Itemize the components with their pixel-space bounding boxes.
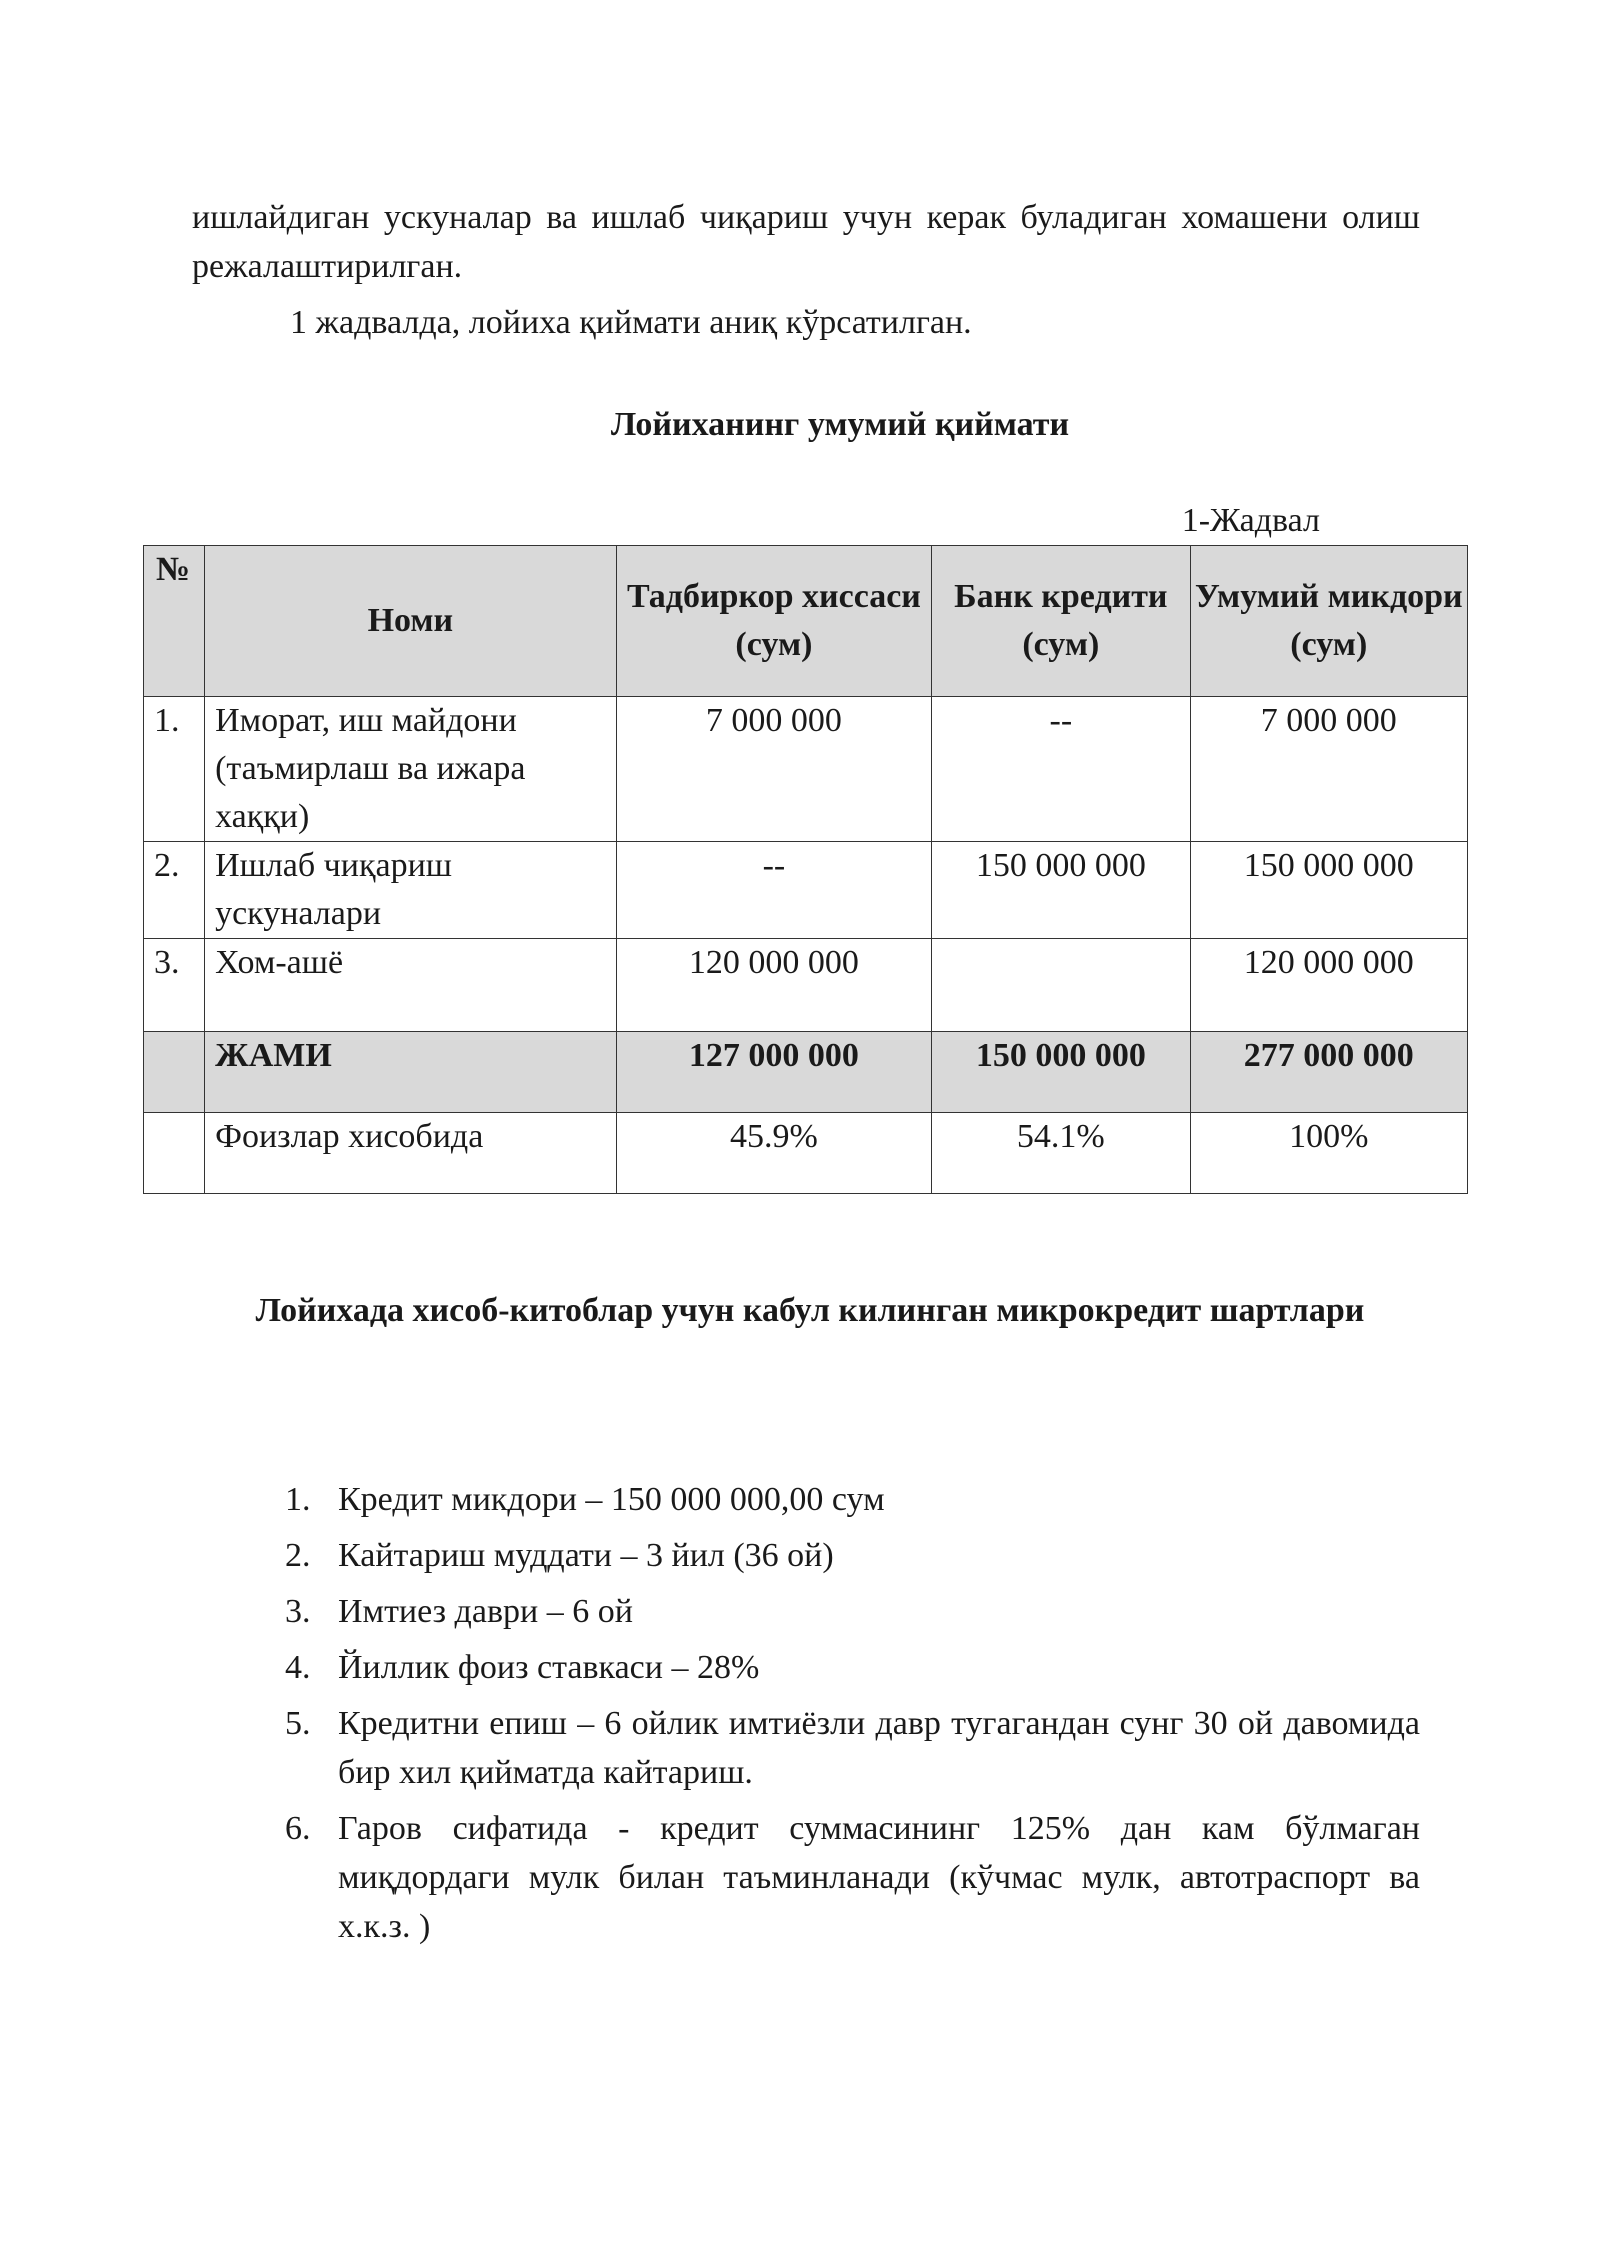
cell-name: ЖАМИ <box>205 1032 617 1113</box>
list-item <box>285 1643 1420 1692</box>
cell-name: Ишлаб чиқариш ускуналари <box>205 842 617 939</box>
cell-name: Иморат, иш майдони (таъмирлаш ва ижара хаққи) <box>205 697 617 842</box>
list-item-number: 6. <box>285 1810 311 1847</box>
cell-bank: 54.1% <box>932 1113 1190 1194</box>
list-item-number: 4. <box>285 1649 311 1686</box>
cell-total: 100% <box>1190 1113 1467 1194</box>
header-own-share: Тадбиркор хиссаси (сум) <box>616 546 931 697</box>
header-name: Номи <box>205 546 617 697</box>
cell-own: 7 000 000 <box>616 697 931 842</box>
list-item-text: Имтиез даври – 6 ой <box>338 1593 633 1630</box>
table-row <box>144 842 1468 939</box>
table-percent-row <box>144 1113 1468 1194</box>
cell-num: 3. <box>144 939 205 1032</box>
cell-own: 120 000 000 <box>616 939 931 1032</box>
list-item-text: Кайтариш муддати – 3 йил (36 ой) <box>338 1537 834 1574</box>
cell-total: 150 000 000 <box>1190 842 1467 939</box>
table-caption: 1-Жадвал <box>1181 502 1320 539</box>
cell-name: Фоизлар хисобида <box>205 1113 617 1194</box>
list-item <box>285 1699 1420 1797</box>
cell-total: 7 000 000 <box>1190 697 1467 842</box>
list-item-number: 2. <box>285 1537 311 1574</box>
credit-conditions-list <box>285 1475 1420 1958</box>
cell-num <box>144 1113 205 1194</box>
table-row <box>144 939 1468 1032</box>
project-cost-table <box>143 545 1468 1194</box>
cell-own: 45.9% <box>616 1113 931 1194</box>
cell-bank <box>932 939 1190 1032</box>
list-item <box>285 1475 1420 1524</box>
list-item-text: Йиллик фоиз ставкаси – 28% <box>338 1649 760 1686</box>
cell-total: 120 000 000 <box>1190 939 1467 1032</box>
header-total-amount: Умумий микдори (сум) <box>1190 546 1467 697</box>
table-header-row <box>144 546 1468 697</box>
cell-num <box>144 1032 205 1113</box>
list-item <box>285 1587 1420 1636</box>
cell-total: 277 000 000 <box>1190 1032 1467 1113</box>
list-item-number: 5. <box>285 1705 311 1742</box>
cell-bank: 150 000 000 <box>932 842 1190 939</box>
conditions-section-title: Лойихада хисоб-китоблар учун кабул килинган микрокредит шартлари <box>255 1292 1365 1329</box>
cell-bank: -- <box>932 697 1190 842</box>
cell-num: 2. <box>144 842 205 939</box>
table-reference-paragraph: 1 жадвалда, лойиха қиймати аниқ кўрсатилган. <box>290 304 972 341</box>
cell-name: Хом-ашё <box>205 939 617 1032</box>
intro-paragraph: ишлайдиган ускуналар ва ишлаб чиқариш учун керак буладиган хомашени олиш режалаштирилган. <box>192 199 1420 285</box>
list-item-number: 3. <box>285 1593 311 1630</box>
cell-own: 127 000 000 <box>616 1032 931 1113</box>
header-bank-credit: Банк кредити (сум) <box>932 546 1190 697</box>
list-item-number: 1. <box>285 1481 311 1518</box>
table-total-row <box>144 1032 1468 1113</box>
cell-bank: 150 000 000 <box>932 1032 1190 1113</box>
cell-own: -- <box>616 842 931 939</box>
list-item-text: Гаров сифатида - кредит суммасининг 125% дан кам бўлмаган миқдордаги мулк билан таъминланади (кўчмас мулк, автотраспорт ва х.к.з. ) <box>338 1810 1420 1945</box>
table-section-title: Лойиханинг умумий қиймати <box>610 406 1070 443</box>
cell-num: 1. <box>144 697 205 842</box>
list-item <box>285 1531 1420 1580</box>
header-num: № <box>144 546 205 697</box>
list-item <box>285 1804 1420 1951</box>
list-item-text: Кредитни епиш – 6 ойлик имтиёзли давр тугагандан сунг 30 ой давомида бир хил қийматда кайтариш. <box>338 1705 1420 1791</box>
table-row <box>144 697 1468 842</box>
list-item-text: Кредит микдори – 150 000 000,00 сум <box>338 1481 885 1518</box>
